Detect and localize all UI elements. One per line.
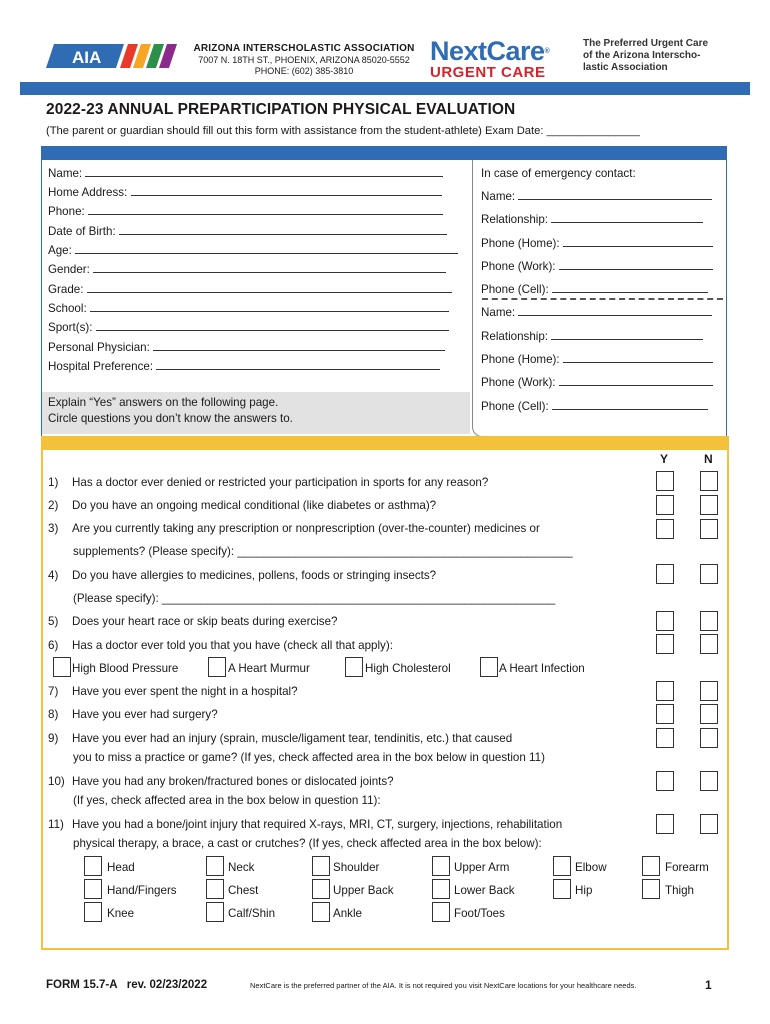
foot-toes-label: Foot/Toes bbox=[454, 907, 505, 920]
gender-field[interactable] bbox=[48, 263, 446, 276]
chest-label: Chest bbox=[228, 884, 259, 897]
high-blood-pressure-checkbox[interactable] bbox=[53, 657, 71, 677]
q10-yes-checkbox[interactable] bbox=[656, 771, 674, 791]
emergency-phone-work-2[interactable] bbox=[481, 376, 713, 389]
question-2: 2) Do you have an ongoing medical conditional (like diabetes or asthma)? bbox=[48, 499, 437, 512]
question-7: 7) Have you ever spent the night in a hospital? bbox=[48, 685, 298, 698]
question-3: 3) Are you currently taking any prescription or nonprescription (over-the-counter) medicines or bbox=[48, 522, 540, 535]
heart-murmur-label: A Heart Murmur bbox=[228, 662, 310, 675]
gender-label: Gender: bbox=[48, 263, 90, 276]
address-label: Home Address: bbox=[48, 186, 128, 199]
preferred-line-1: The Preferred Urgent Care bbox=[583, 38, 709, 49]
q1-no-checkbox[interactable] bbox=[700, 471, 718, 491]
q3-no-checkbox[interactable] bbox=[700, 519, 718, 539]
forearm-checkbox[interactable] bbox=[642, 856, 660, 876]
emergency-name-2[interactable] bbox=[481, 306, 712, 319]
question-3-specify[interactable]: supplements? (Please specify): ____________________________________________________ bbox=[73, 545, 573, 558]
chest-checkbox[interactable] bbox=[206, 879, 224, 899]
emergency-phone-home-2[interactable] bbox=[481, 353, 713, 366]
emergency-phone-work-label: Phone (Work): bbox=[481, 260, 556, 273]
q8-yes-checkbox[interactable] bbox=[656, 704, 674, 724]
emergency-phone-cell-1[interactable] bbox=[481, 283, 708, 296]
question-9: 9) Have you ever had an injury (sprain, muscle/ligament tear, tendinitis, etc.) that caused bbox=[48, 732, 513, 745]
q11-no-checkbox[interactable] bbox=[700, 814, 718, 834]
form-title: 2022-23 ANNUAL PREPARTICIPATION PHYSICAL EVALUATION bbox=[46, 101, 516, 118]
emergency-phone-cell-label: Phone (Cell): bbox=[481, 400, 549, 413]
q7-yes-checkbox[interactable] bbox=[656, 681, 674, 701]
q10-no-checkbox[interactable] bbox=[700, 771, 718, 791]
emergency-phone-work-label: Phone (Work): bbox=[481, 376, 556, 389]
calf-shin-label: Calf/Shin bbox=[228, 907, 276, 920]
high-blood-pressure-label: High Blood Pressure bbox=[72, 662, 179, 675]
elbow-checkbox[interactable] bbox=[553, 856, 571, 876]
knee-label: Knee bbox=[107, 907, 135, 920]
thigh-checkbox[interactable] bbox=[642, 879, 660, 899]
question-11-cont: physical therapy, a brace, a cast or crutches? (If yes, check affected area in the box below): bbox=[73, 837, 542, 850]
emergency-phone-work-1[interactable] bbox=[481, 260, 713, 273]
name-label: Name: bbox=[48, 167, 83, 180]
footer-note: NextCare is the preferred partner of the AIA. It is not required you visit NextCare locations for your healthcare needs. bbox=[250, 981, 637, 990]
association-address: 7007 N. 18TH ST., PHOENIX, ARIZONA 85020-5552 bbox=[198, 55, 410, 65]
question-1: 1) Has a doctor ever denied or restricted your participation in sports for any reason? bbox=[48, 476, 489, 489]
phone-field[interactable] bbox=[48, 205, 443, 218]
upper-back-checkbox[interactable] bbox=[312, 879, 330, 899]
q9-yes-checkbox[interactable] bbox=[656, 728, 674, 748]
upper-back-label: Upper Back bbox=[333, 884, 394, 897]
emergency-relationship-label: Relationship: bbox=[481, 213, 549, 226]
yes-column-header: Y bbox=[660, 452, 669, 466]
emergency-heading: In case of emergency contact: bbox=[481, 167, 636, 180]
head-checkbox[interactable] bbox=[84, 856, 102, 876]
nextcare-tm: ® bbox=[544, 48, 550, 55]
q2-yes-checkbox[interactable] bbox=[656, 495, 674, 515]
lower-back-checkbox[interactable] bbox=[432, 879, 450, 899]
emergency-phone-home-label: Phone (Home): bbox=[481, 353, 560, 366]
emergency-relationship-label: Relationship: bbox=[481, 330, 549, 343]
high-cholesterol-label: High Cholesterol bbox=[365, 662, 451, 675]
head-label: Head bbox=[107, 861, 135, 874]
nextcare-brand: NextCare bbox=[430, 36, 545, 66]
calf-shin-checkbox[interactable] bbox=[206, 902, 224, 922]
emergency-phone-cell-label: Phone (Cell): bbox=[481, 283, 549, 296]
emergency-separator bbox=[482, 298, 723, 300]
explain-line-2: Circle questions you don’t know the answers to. bbox=[48, 412, 293, 425]
ankle-checkbox[interactable] bbox=[312, 902, 330, 922]
q5-yes-checkbox[interactable] bbox=[656, 611, 674, 631]
q8-no-checkbox[interactable] bbox=[700, 704, 718, 724]
q7-no-checkbox[interactable] bbox=[700, 681, 718, 701]
hospital-label: Hospital Preference: bbox=[48, 360, 154, 373]
q2-no-checkbox[interactable] bbox=[700, 495, 718, 515]
explain-line-1: Explain “Yes” answers on the following page. bbox=[48, 396, 279, 409]
age-field[interactable] bbox=[48, 244, 458, 257]
thigh-label: Thigh bbox=[665, 884, 695, 897]
emergency-name-1[interactable] bbox=[481, 190, 712, 203]
question-5: 5) Does your heart race or skip beats during exercise? bbox=[48, 615, 338, 628]
elbow-label: Elbow bbox=[575, 861, 607, 874]
emergency-phone-home-label: Phone (Home): bbox=[481, 237, 560, 250]
sports-label: Sport(s): bbox=[48, 321, 93, 334]
heart-infection-label: A Heart Infection bbox=[499, 662, 585, 675]
grade-label: Grade: bbox=[48, 283, 84, 296]
physician-field[interactable] bbox=[48, 341, 445, 354]
ankle-label: Ankle bbox=[333, 907, 363, 920]
q6-yes-checkbox[interactable] bbox=[656, 634, 674, 654]
upper-arm-checkbox[interactable] bbox=[432, 856, 450, 876]
aia-logo-text: AIA bbox=[72, 48, 102, 67]
q4-no-checkbox[interactable] bbox=[700, 564, 718, 584]
questions-header bbox=[41, 436, 729, 450]
hand-fingers-label: Hand/Fingers bbox=[107, 884, 177, 897]
neck-label: Neck bbox=[228, 861, 255, 874]
header-bar bbox=[20, 82, 750, 95]
nextcare-sub: URGENT CARE bbox=[430, 64, 546, 81]
school-field[interactable] bbox=[48, 302, 449, 315]
no-column-header: N bbox=[704, 452, 713, 466]
neck-checkbox[interactable] bbox=[206, 856, 224, 876]
q4-yes-checkbox[interactable] bbox=[656, 564, 674, 584]
shoulder-label: Shoulder bbox=[333, 861, 380, 874]
foot-toes-checkbox[interactable] bbox=[432, 902, 450, 922]
association-phone: PHONE: (602) 385-3810 bbox=[254, 66, 354, 76]
preferred-line-3: lastic Association bbox=[583, 62, 668, 73]
nextcare-logo bbox=[430, 38, 575, 81]
hip-label: Hip bbox=[575, 884, 593, 897]
knee-checkbox[interactable] bbox=[84, 902, 102, 922]
hospital-field[interactable] bbox=[48, 360, 440, 373]
form-subtitle[interactable]: (The parent or guardian should fill out this form with assistance from the student-athlete) Exam Date: _______________ bbox=[46, 125, 640, 137]
form-number: FORM 15.7-A rev. 02/23/2022 bbox=[46, 979, 208, 991]
phone-label: Phone: bbox=[48, 205, 85, 218]
q5-no-checkbox[interactable] bbox=[700, 611, 718, 631]
lower-back-label: Lower Back bbox=[454, 884, 515, 897]
emergency-relationship-1[interactable] bbox=[481, 213, 703, 226]
question-4: 4) Do you have allergies to medicines, pollens, foods or stringing insects? bbox=[48, 569, 437, 582]
name-field[interactable] bbox=[48, 167, 443, 180]
emergency-name-label: Name: bbox=[481, 306, 516, 319]
info-box-header bbox=[41, 146, 727, 160]
aia-logo bbox=[46, 42, 186, 70]
q9-no-checkbox[interactable] bbox=[700, 728, 718, 748]
dob-field[interactable] bbox=[48, 225, 447, 238]
q6-no-checkbox[interactable] bbox=[700, 634, 718, 654]
hip-checkbox[interactable] bbox=[553, 879, 571, 899]
emergency-phone-cell-2[interactable] bbox=[481, 400, 708, 413]
q3-yes-checkbox[interactable] bbox=[656, 519, 674, 539]
high-cholesterol-checkbox[interactable] bbox=[345, 657, 363, 677]
shoulder-checkbox[interactable] bbox=[312, 856, 330, 876]
heart-murmur-checkbox[interactable] bbox=[208, 657, 226, 677]
upper-arm-label: Upper Arm bbox=[454, 861, 510, 874]
heart-infection-checkbox[interactable] bbox=[480, 657, 498, 677]
emergency-phone-home-1[interactable] bbox=[481, 237, 713, 250]
school-label: School: bbox=[48, 302, 87, 315]
q1-yes-checkbox[interactable] bbox=[656, 471, 674, 491]
association-name: ARIZONA INTERSCHOLASTIC ASSOCIATION bbox=[193, 43, 415, 54]
question-11: 11) Have you had a bone/joint injury that required X-rays, MRI, CT, surgery, injections, rehabilitation bbox=[48, 818, 563, 831]
question-10: 10) Have you had any broken/fractured bones or dislocated joints? bbox=[48, 775, 394, 788]
question-10-cont: (If yes, check affected area in the box below in question 11): bbox=[73, 794, 381, 807]
preferred-line-2: of the Arizona Interscho- bbox=[583, 50, 701, 61]
emergency-name-label: Name: bbox=[481, 190, 516, 203]
question-6: 6) Has a doctor ever told you that you have (check all that apply): bbox=[48, 639, 393, 652]
sports-field[interactable] bbox=[48, 321, 449, 334]
address-field[interactable] bbox=[48, 186, 442, 199]
emergency-relationship-2[interactable] bbox=[481, 330, 703, 343]
dob-label: Date of Birth: bbox=[48, 225, 116, 238]
age-label: Age: bbox=[48, 244, 72, 257]
question-9-cont: you to miss a practice or game? (If yes, check affected area in the box below in question 11) bbox=[73, 751, 545, 764]
hand-fingers-checkbox[interactable] bbox=[84, 879, 102, 899]
physician-label: Personal Physician: bbox=[48, 341, 150, 354]
question-4-specify[interactable]: (Please specify): _____________________________________________________________ bbox=[73, 592, 556, 605]
q11-yes-checkbox[interactable] bbox=[656, 814, 674, 834]
question-8: 8) Have you ever had surgery? bbox=[48, 708, 218, 721]
grade-field[interactable] bbox=[48, 283, 452, 296]
forearm-label: Forearm bbox=[665, 861, 709, 874]
page-number: 1 bbox=[705, 978, 712, 992]
